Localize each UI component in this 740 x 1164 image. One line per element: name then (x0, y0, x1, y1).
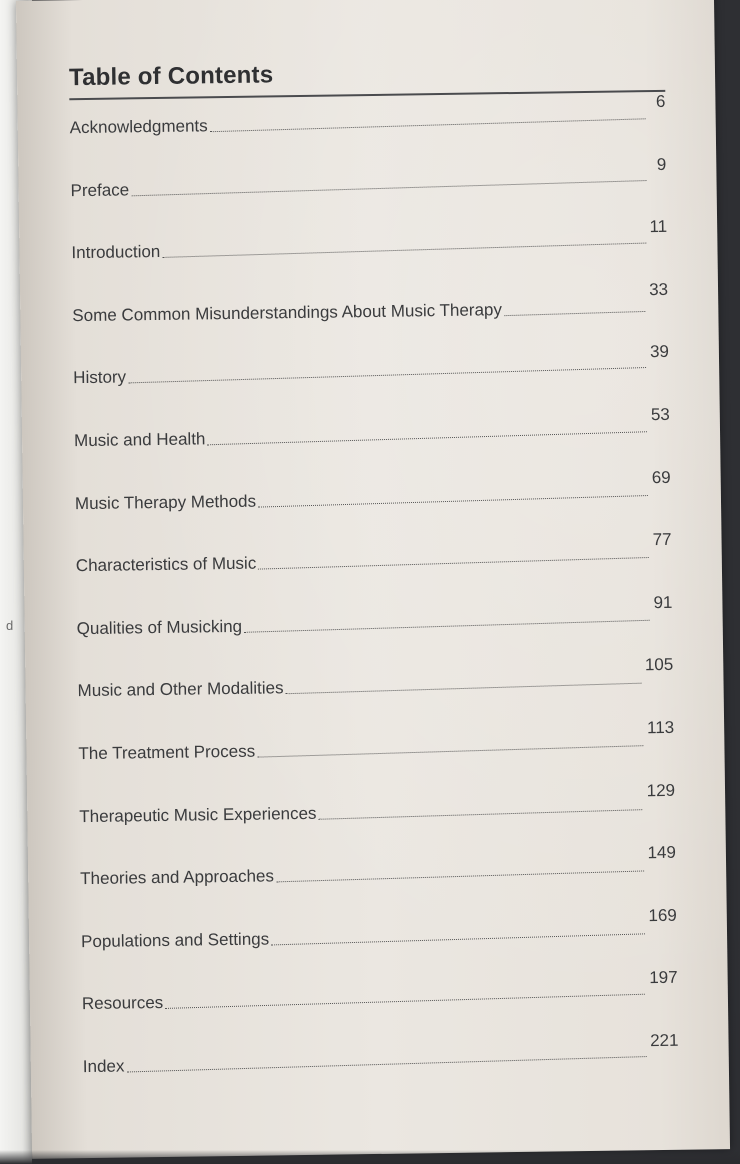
toc-entry[interactable] (75, 507, 672, 578)
toc-entry-label: History (73, 367, 127, 388)
toc-entry-page: 11 (649, 217, 668, 237)
toc-entry[interactable] (80, 820, 677, 891)
toc-entry-label: Theories and Approaches (80, 866, 275, 889)
toc-entry[interactable] (74, 445, 671, 516)
dot-leader (126, 1056, 646, 1072)
toc-entry-label: Acknowledgments (69, 116, 208, 138)
table-surface-edge (0, 1150, 740, 1164)
dot-leader (131, 180, 646, 196)
toc-entry-page: 6 (655, 91, 666, 112)
toc-entry[interactable] (73, 382, 670, 453)
toc-entry-page: 169 (648, 905, 677, 925)
toc-entry-page: 33 (648, 279, 669, 299)
dot-leader (271, 933, 644, 945)
toc-entry[interactable] (82, 1008, 679, 1079)
dot-leader (286, 683, 642, 695)
facing-page-text-fragment: d (6, 618, 14, 633)
dot-leader (258, 495, 648, 508)
toc-entry-label: The Treatment Process (78, 741, 256, 764)
toc-entry-page: 77 (652, 529, 672, 550)
toc-entry-label: Music and Health (73, 429, 206, 451)
toc-entry-page: 197 (649, 968, 678, 988)
toc-entry[interactable] (71, 194, 668, 265)
book-page (16, 0, 730, 1159)
dot-leader (207, 431, 647, 445)
toc-entry-label: Music Therapy Methods (74, 491, 257, 513)
toc-entry-label: Characteristics of Music (75, 553, 257, 576)
toc-entry-page: 129 (646, 780, 676, 800)
dot-leader (210, 118, 646, 132)
dot-leader (162, 243, 645, 258)
toc-entry[interactable] (73, 320, 670, 391)
toc-entry[interactable] (81, 946, 678, 1017)
dot-leader (257, 745, 643, 757)
dot-leader (276, 871, 644, 883)
toc-entry-page: 221 (650, 1030, 679, 1051)
toc-entry-label: Preface (70, 179, 130, 200)
toc-entry[interactable] (80, 883, 677, 954)
toc-entry-label: Resources (81, 993, 164, 1014)
toc-entry[interactable] (78, 695, 675, 766)
toc-entry-label: Therapeutic Music Experiences (79, 803, 317, 826)
dot-leader (258, 557, 648, 570)
dot-leader (244, 620, 650, 633)
toc-entry[interactable] (76, 570, 673, 641)
toc-list (69, 92, 679, 1079)
toc-entry[interactable] (70, 132, 667, 203)
toc-entry-label: Some Common Misunderstandings About Music Therapy (72, 299, 503, 325)
table-of-contents (69, 56, 679, 1079)
toc-entry[interactable] (79, 758, 676, 829)
toc-title: Table of Contents (69, 56, 665, 100)
dot-leader (165, 994, 645, 1009)
toc-entry-page: 39 (649, 342, 670, 362)
toc-entry-label: Populations and Settings (80, 929, 270, 951)
toc-entry[interactable] (77, 633, 674, 704)
toc-entry-label: Index (82, 1056, 125, 1077)
toc-entry-label: Music and Other Modalities (77, 678, 284, 701)
toc-entry-page: 105 (644, 655, 674, 675)
toc-entry-page: 113 (646, 717, 675, 738)
toc-entry-label: Introduction (71, 242, 161, 263)
dot-leader (504, 311, 645, 316)
dot-leader (128, 367, 646, 383)
toc-entry-page: 69 (651, 467, 671, 487)
toc-entry-page: 91 (653, 592, 673, 612)
toc-entry-page: 149 (647, 842, 677, 863)
toc-entry-page: 53 (650, 404, 670, 425)
dot-leader (319, 809, 643, 820)
toc-entry[interactable] (72, 257, 669, 328)
toc-entry-page: 9 (656, 154, 667, 174)
toc-entry-label: Qualities of Musicking (76, 616, 243, 638)
